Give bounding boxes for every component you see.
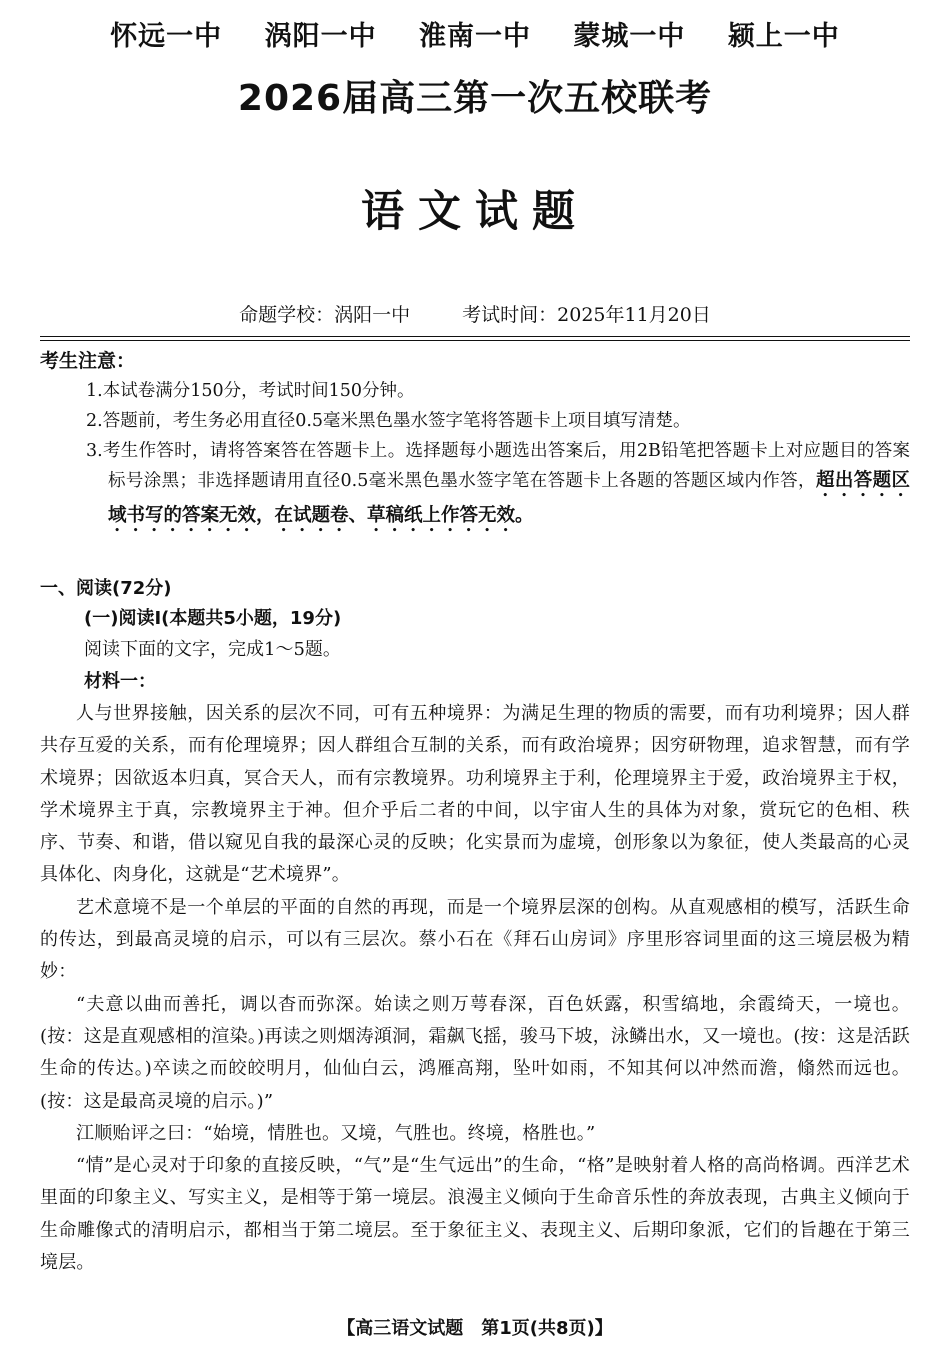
subject-title: 语文试题 bbox=[361, 187, 589, 237]
school-name: 蒙城一中 bbox=[573, 21, 686, 52]
page-footer: 【高三语文试题 第1页(共8页)】 bbox=[337, 1318, 613, 1339]
paragraph: 人与世界接触，因关系的层次不同，可有五种境界：为满足生理的物质的需要，而有功利境界；因人群共存互爱的关系，而有伦理境界；因人群组合互制的关系，而有政治境界；因穷研物理，追求智慧，而有学术境界；因欲返本归真，冥合天人，而有宗教境界。功利境界主于利，伦理境界主于爱，政治境界主于权，学术境界主于真，宗教境界主于神。但介乎后二者的中间，以宇宙人生的具体为对象，赏玩它的色相、秩序、节奏、和谐，借以窥见自我的最深心灵的反映；化实景而为虚境，创形象以为象征，使人类最高的心灵具体化、肉身化，这就是“艺术境界”。 bbox=[40, 703, 910, 886]
school-name: 怀远一中 bbox=[110, 21, 223, 52]
school-names bbox=[0, 14, 950, 53]
notice-item-text: 3.考生作答时，请将答案答在答题卡上。选择题每小题选出答案后，用2B铅笔把答题卡上对应题目的答案标号涂黑；非选择题请用直径0.5毫米黑色墨水签字笔在答题卡上各题的答题区域内作答， bbox=[86, 441, 911, 491]
divider-line bbox=[40, 336, 910, 337]
notice-emphasis: 超出答题区域书写的答案无效，在试题卷、草稿纸上作答无效。 bbox=[108, 470, 910, 526]
exam-date: 考试时间：2025年11月20日 bbox=[462, 304, 711, 326]
divider-line bbox=[40, 340, 910, 341]
subsection-heading: (一)阅读Ⅰ(本题共5小题，19分) bbox=[84, 608, 342, 629]
paragraph: 江顺贻评之曰：“始境，情胜也。又境，气胜也。终境，格胜也。” bbox=[76, 1122, 596, 1144]
school-name: 涡阳一中 bbox=[264, 21, 377, 52]
notice-item: 1.本试卷满分150分，考试时间150分钟。 bbox=[86, 381, 415, 401]
notice-heading: 考生注意： bbox=[40, 350, 136, 372]
school-name: 淮南一中 bbox=[419, 21, 531, 52]
notice-item: 2.答题前，考生务必用直径0.5毫米黑色墨水签字笔将答题卡上项目填写清楚。 bbox=[86, 411, 691, 431]
material-label: 材料一： bbox=[84, 671, 156, 692]
exam-title: 2026届高三第一次五校联考 bbox=[237, 78, 713, 119]
reading-section bbox=[40, 574, 910, 1279]
setter-school: 命题学校：涡阳一中 bbox=[239, 304, 411, 326]
exam-meta bbox=[0, 300, 950, 327]
quote-paragraph: “夫意以曲而善托，调以杳而弥深。始读之则万萼春深，百色妖露，积雪缟地，余霞绮天，一境也。(按：这是直观感相的渲染。)再读之则烟涛澒洞，霜飙飞摇，骏马下坡，泳鳞出水，又一境也。(按：这是活跃生命的传达。)卒读之而皎皎明月，仙仙白云，鸿雁高翔，坠叶如雨，不知其何以冲然而澹，翛然而远也。(按：这是最高灵境的启示。)” bbox=[40, 993, 910, 1112]
school-name: 颍上一中 bbox=[727, 21, 840, 52]
notice-item bbox=[40, 436, 910, 536]
paragraph: 艺术意境不是一个单层的平面的自然的再现，而是一个境界层深的创构。从直观感相的模写，活跃生命的传达，到最高灵境的启示，可以有三层次。蔡小石在《拜石山房词》序里形容词里面的这三境层极为精妙： bbox=[40, 896, 910, 983]
candidate-notice bbox=[40, 346, 910, 536]
paragraph: “情”是心灵对于印象的直接反映，“气”是“生气远出”的生命，“格”是映射着人格的高尚格调。西洋艺术里面的印象主义、写实主义，是相等于第一境层。浪漫主义倾向于生命音乐性的奔放表现，古典主义倾向于生命雕像式的清明启示，都相当于第二境层。至于象征主义、表现主义、后期印象派，它们的旨趣在于第三境层。 bbox=[40, 1155, 910, 1274]
instruction: 阅读下面的文字，完成1～5题。 bbox=[84, 639, 341, 660]
section-heading: 一、阅读(72分) bbox=[40, 578, 172, 599]
